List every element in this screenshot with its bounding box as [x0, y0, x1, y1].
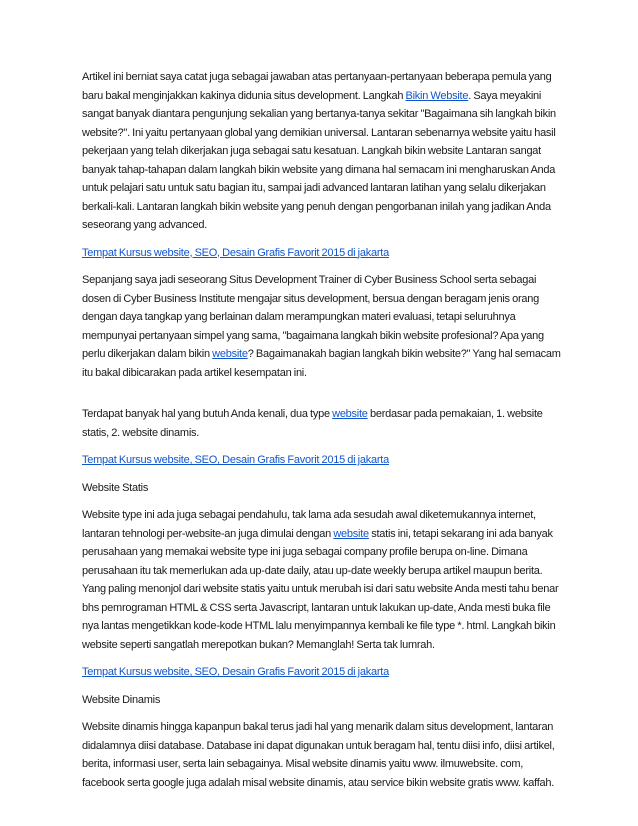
trainer-text-b: ? Bagaimanakah bagian langkah bikin website?" Yang hal semacam itu bakal dibicarakan pada artikel kesempatan ini.: [82, 348, 561, 379]
types-text-b: berdasar pada pemakaian, 1. website statis, 2. website dinamis.: [82, 408, 543, 439]
course-link-1[interactable]: Tempat Kursus website, SEO, Desain Grafis Favorit 2015 di jakarta: [82, 246, 389, 259]
course-link-paragraph-2: [82, 451, 564, 470]
intro-text-a: Artikel ini berniat saya catat juga sebagai jawaban atas pertanyaan-pertanyaan beberapa pemula yang baru bakal menginjakkan kakinya didunia situs development. Langkah: [82, 71, 552, 102]
static-text-a: Website type ini ada juga sebagai pendahulu, tak lama ada sesudah awal diketemukannya internet, lantaran tehnologi per-website-an juga dimulai dengan: [82, 509, 536, 540]
website-link-3[interactable]: website: [333, 527, 369, 540]
intro-text-b: . Saya meyakini sangat banyak diantara pengunjung sekalian yang bertanya-tanya sekitar "Bagaimana sih langkah bikin website?". Ini yaitu pertanyaan global yang demikian universal. Lantaran sebenarnya website yaitu hasil pekerjaan yang telah dikerjakan juga sebagai satu kesatuan. Langkah bikin website Lantaran sangat banyak tahap-tahapan dalam langkah bikin website yang dimana hal semacam ini mengharuskan Anda untuk pelajari satu untuk satu bagian itu, sampai jadi advanced lantaran latihan yang selalu dikerjakan berkali-kali. Lantaran langkah bikin website yang penuh dengan pengorbanan inilah yang jadikan Anda seseorang yang advanced.: [82, 89, 556, 231]
website-link-1[interactable]: website: [212, 348, 248, 360]
course-link-3[interactable]: Tempat Kursus website, SEO, Desain Grafis Favorit 2015 di jakarta: [82, 666, 389, 678]
heading-website-dinamis: Website Dinamis: [82, 693, 161, 706]
course-link-paragraph-1: [82, 244, 564, 263]
trainer-text-a: Sepanjang saya jadi seseorang Situs Development Trainer di Cyber Business School serta sebagai dosen di Cyber Business Institute mengajar situs development, bersua dengan beragam jenis orang dengan daya tangkap yang berlainan dalam merampungkan materi evaluasi, tetapi seluruhnya mempunyai pertanyaan simpel yang sama, "bagaimana langkah bikin website profesional? Apa yang perlu dikerjakan dalam bikin: [82, 274, 544, 360]
types-text-a: Terdapat banyak hal yang butuh Anda kenali, dua type: [82, 408, 333, 420]
trainer-paragraph: [82, 271, 564, 382]
dynamic-paragraph: Website dinamis hingga kapanpun bakal terus jadi hal yang menarik dalam situs development, lantaran didalamnya diisi database. Database ini dapat digunakan untuk beragam hal, tentu diisi info, diisi artikel, berita, informasi user, serta lain sebagainya. Misal website dinamis yaitu www. ilmuwebsite. com, facebook serta google juga adalah misal website dinamis, atau service bikin website gratis www. kaffah.: [82, 721, 555, 789]
intro-paragraph: [82, 68, 564, 235]
static-text-b: statis ini, tetapi sekarang ini ada banyak perusahaan yang memakai website type ini juga sebagai company profile berupa on-line. Dimana perusahaan itu tak memerlukan ada up-date daily, atau up-date weekly berupa artikel maupun berita. Yang paling menonjol dari website statis yaitu untuk merubah isi dari satu website Anda mesti tahu benar bhs pemrograman HTML & CSS serta Javascript, lantaran untuk lakukan up-date, Anda mesti buka file nya lantas mengetikkan kode-kode HTML lalu menyimpannya kembali ke file type *. html. Langkah bikin website seperti sangatlah merepotkan bukan? Memanglah! Serta tak lumrah.: [82, 527, 559, 651]
types-paragraph: [82, 405, 564, 442]
course-link-paragraph-3: [82, 663, 564, 682]
bikin-website-link[interactable]: Bikin Website: [405, 89, 469, 102]
heading-website-statis: Website Statis: [82, 481, 149, 494]
spacer: [82, 391, 564, 405]
website-link-2[interactable]: website: [332, 408, 368, 420]
static-paragraph: [82, 506, 564, 654]
course-link-2[interactable]: Tempat Kursus website, SEO, Desain Grafis Favorit 2015 di jakarta: [82, 454, 389, 466]
article-body: [82, 68, 564, 801]
